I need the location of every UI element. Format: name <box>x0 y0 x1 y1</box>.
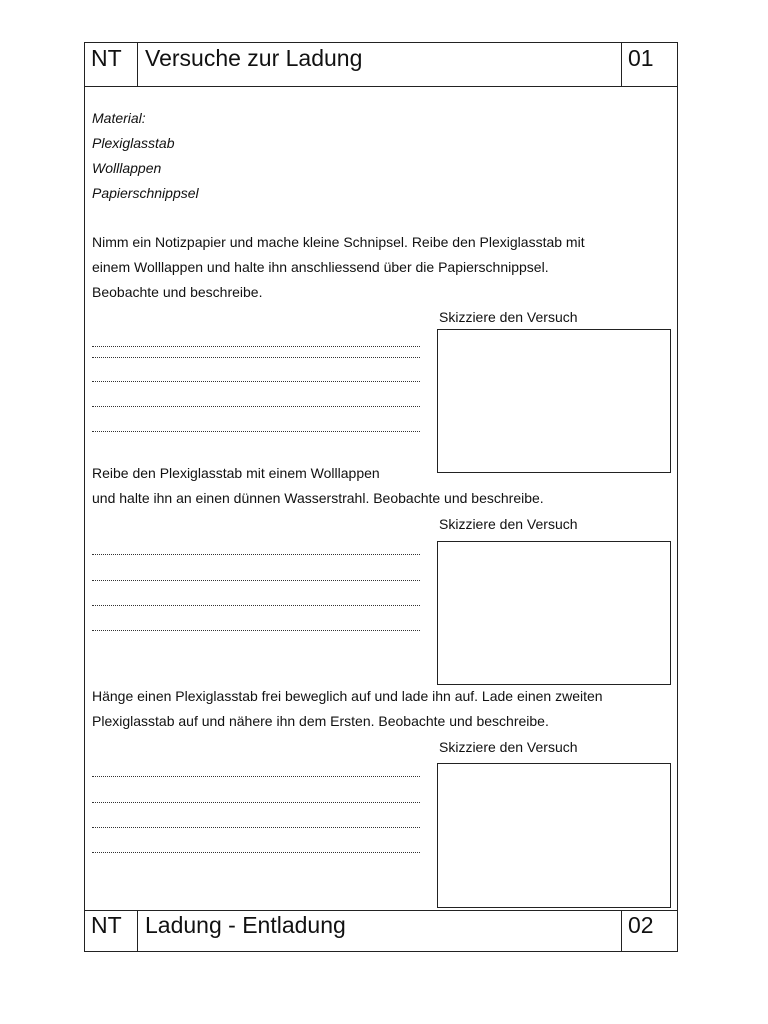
experiment-1-instruction: Nimm ein Notizpapier und mache kleine Schnipsel. Reibe den Plexiglasstab mit <box>92 234 585 250</box>
answer-line[interactable] <box>92 776 420 777</box>
experiment-2-sketch-box[interactable] <box>437 541 671 685</box>
answer-line[interactable] <box>92 431 420 432</box>
header-page-number: 01 <box>628 45 654 71</box>
experiment-1-sketch-box[interactable] <box>437 329 671 473</box>
material-item: Plexiglasstab <box>92 135 175 151</box>
material-item: Wolllappen <box>92 160 162 176</box>
experiment-3-sketch-label: Skizziere den Versuch <box>439 739 578 755</box>
experiment-1-instruction: einem Wolllappen und halte ihn anschliessend über die Papierschnippsel. <box>92 259 549 275</box>
answer-line[interactable] <box>92 630 420 631</box>
experiment-1-instruction: Beobachte und beschreibe. <box>92 284 263 300</box>
header-subject: NT <box>91 45 122 71</box>
footer-col-divider-right <box>621 910 622 952</box>
answer-line[interactable] <box>92 605 420 606</box>
header-col-divider-left <box>137 42 138 86</box>
answer-line[interactable] <box>92 381 420 382</box>
footer-subject: NT <box>91 912 122 938</box>
footer-col-divider-left <box>137 910 138 952</box>
answer-line[interactable] <box>92 852 420 853</box>
answer-line[interactable] <box>92 802 420 803</box>
experiment-3-instruction: Plexiglasstab auf und nähere ihn dem Ersten. Beobachte und beschreibe. <box>92 713 549 729</box>
experiment-2-sketch-label: Skizziere den Versuch <box>439 516 578 532</box>
answer-line[interactable] <box>92 827 420 828</box>
header-col-divider-right <box>621 42 622 86</box>
experiment-2-instruction: und halte ihn an einen dünnen Wasserstrahl. Beobachte und beschreibe. <box>92 490 544 506</box>
material-item: Papierschnippsel <box>92 185 199 201</box>
material-label: Material: <box>92 110 146 126</box>
footer-page-number: 02 <box>628 912 654 938</box>
answer-line[interactable] <box>92 406 420 407</box>
answer-line[interactable] <box>92 554 420 555</box>
answer-line[interactable] <box>92 580 420 581</box>
footer-title: Ladung - Entladung <box>145 912 346 938</box>
experiment-3-instruction: Hänge einen Plexiglasstab frei beweglich auf und lade ihn auf. Lade einen zweiten <box>92 688 603 704</box>
answer-line[interactable] <box>92 346 420 347</box>
header-title: Versuche zur Ladung <box>145 45 363 71</box>
experiment-1-sketch-label: Skizziere den Versuch <box>439 309 578 325</box>
header-divider <box>84 86 678 87</box>
answer-line[interactable] <box>92 357 420 358</box>
experiment-3-sketch-box[interactable] <box>437 763 671 908</box>
experiment-2-instruction: Reibe den Plexiglasstab mit einem Wolllappen <box>92 465 380 481</box>
